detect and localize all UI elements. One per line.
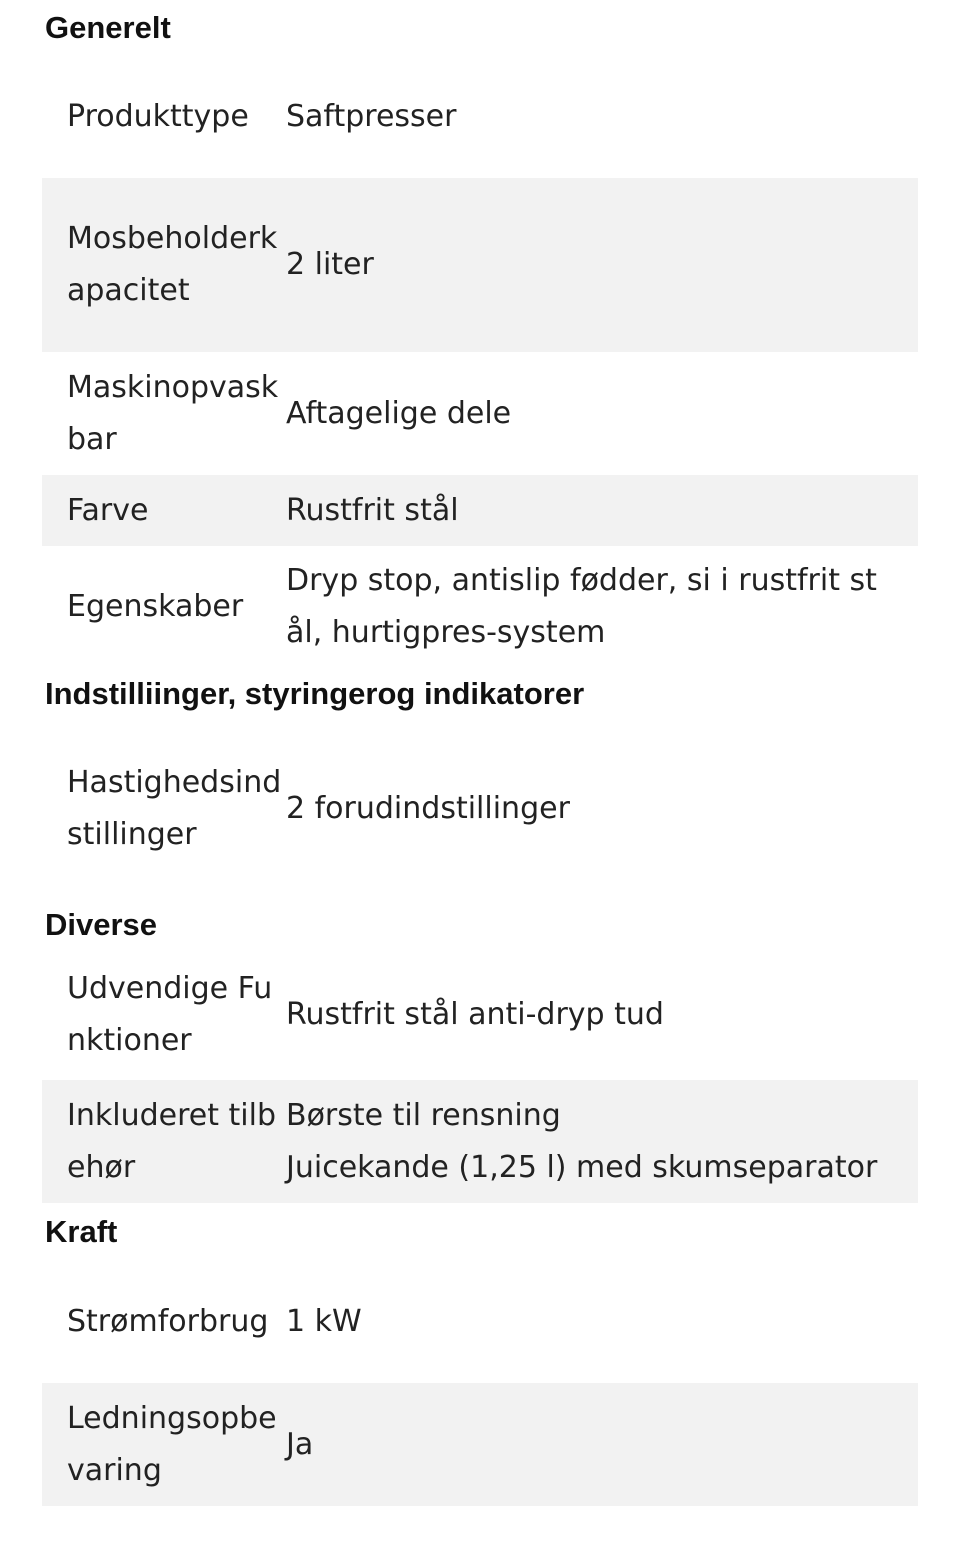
spec-value [286, 485, 918, 537]
section-title-diverse: Diverse [45, 906, 158, 942]
spec-row-ledningsopbevaring [42, 1383, 918, 1506]
spec-value-line: Aftagelige dele [286, 395, 512, 431]
spec-row-mosbeholderkapacitet [42, 178, 918, 352]
spec-value-line: Rustfrit stål anti-dryp tud [286, 997, 664, 1032]
spec-row-maskinopvaskbar [42, 352, 918, 475]
spec-row-udvendige-funktioner [42, 950, 918, 1080]
spec-label: Produkttype [67, 98, 249, 134]
spec-row-hastighedsindstillinger [42, 719, 918, 899]
spec-label: Mosbeholderkapacitet [67, 221, 278, 308]
section-title-indstillinger: Indstilliinger, styringerog indikatorer [45, 675, 585, 711]
spec-label: Strømforbrug [67, 1303, 269, 1339]
spec-value [286, 91, 918, 143]
spec-label: Ledningsopbevaring [67, 1400, 277, 1488]
section-title-generelt: Generelt [45, 9, 171, 45]
spec-label: Udvendige Funktioner [67, 971, 273, 1058]
spec-value [286, 1090, 918, 1194]
spec-value [286, 555, 918, 659]
spec-row-produkttype [42, 55, 918, 178]
spec-label: Inkluderet tilbehør [67, 1097, 276, 1185]
spec-value [286, 1296, 918, 1348]
spec-value-line: 1 kW [286, 1303, 362, 1339]
spec-label: Maskinopvaskbar [67, 369, 279, 457]
spec-row-egenskaber [42, 546, 918, 668]
spec-row-farve [42, 475, 918, 546]
spec-value [286, 388, 918, 440]
spec-row-stromforbrug [42, 1260, 918, 1383]
spec-value [286, 1419, 918, 1471]
spec-value [286, 989, 918, 1041]
spec-row-inkluderet-tilbehor [42, 1080, 918, 1203]
spec-label: Egenskaber [67, 589, 244, 624]
section-title-kraft: Kraft [45, 1213, 118, 1249]
spec-value [286, 239, 918, 291]
spec-label: Farve [67, 492, 149, 528]
spec-value-line: Dryp stop, antislip fødder, si i rustfrit stål, hurtigpres-system [286, 563, 877, 650]
spec-value-line: Rustfrit stål [286, 492, 459, 528]
spec-value [286, 783, 918, 835]
spec-label: Hastighedsindstillinger [67, 765, 282, 852]
spec-value-line: 2 forudindstillinger [286, 791, 570, 826]
spec-value-line: Ja [286, 1426, 314, 1462]
spec-value-line: Børste til rensning [286, 1097, 561, 1133]
spec-sheet [42, 0, 918, 1506]
spec-value-line: Saftpresser [286, 98, 457, 134]
spec-value-line: 2 liter [286, 247, 374, 282]
spec-value-line: Juicekande (1,25 l) med skumseparator [286, 1149, 878, 1185]
